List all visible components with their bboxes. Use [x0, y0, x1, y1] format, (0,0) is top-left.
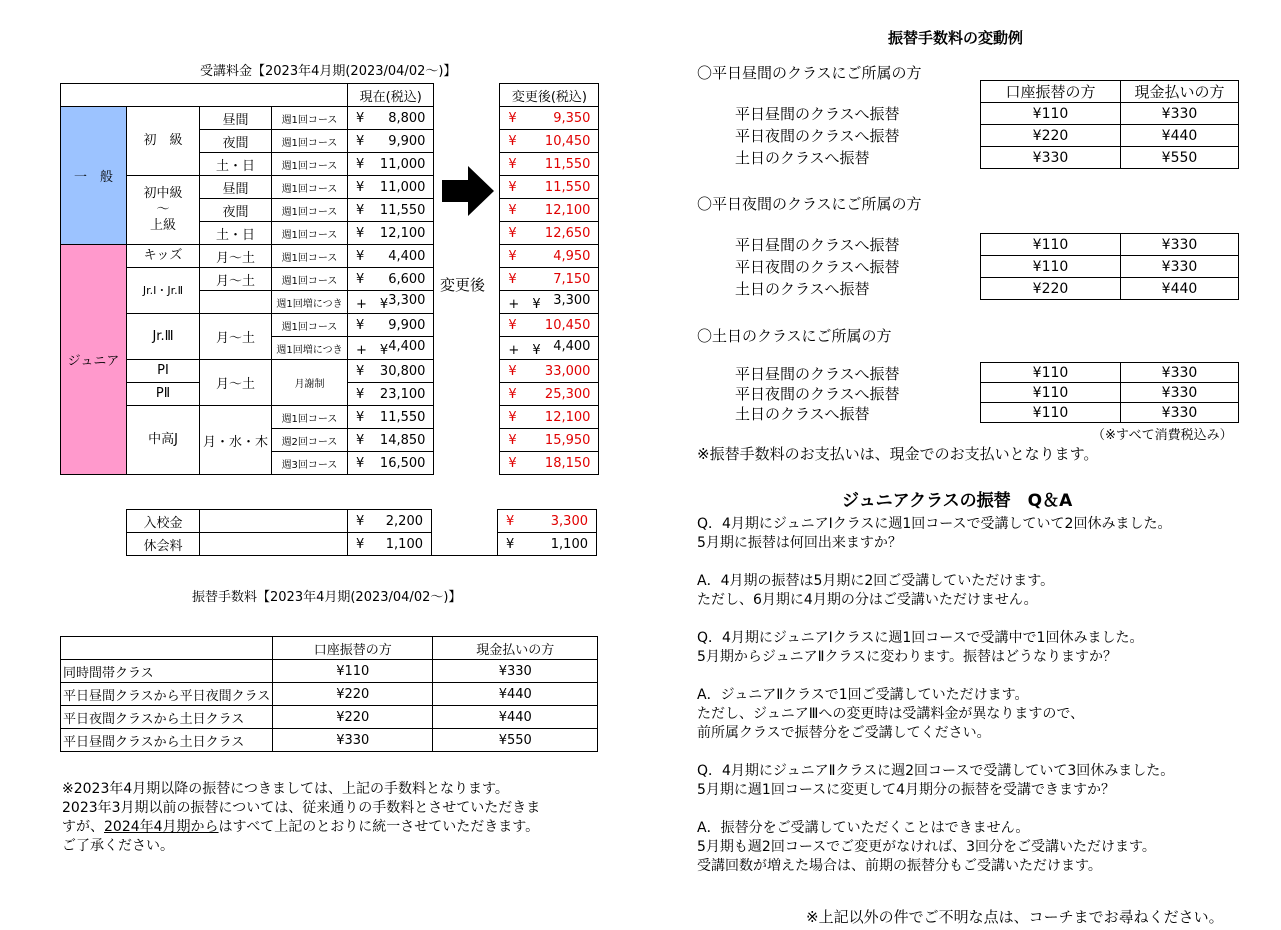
- qa-line: Q．4月期にジュニアⅠクラスに週1回コースで受講中で1回休みました。: [697, 630, 1144, 646]
- transfer-label: 平日昼間クラスから平日夜間クラス: [61, 683, 273, 706]
- qa-title: ジュニアクラスの振替 Q＆A: [842, 491, 1073, 511]
- right-header-bank: 口座振替の方: [981, 81, 1121, 103]
- fee-course: 週1回コース: [272, 268, 348, 291]
- fee-new: ¥ 18,150: [500, 452, 599, 475]
- fee-class-name: キッズ: [127, 245, 200, 268]
- qa-line: [697, 667, 1174, 686]
- qa-block: [697, 515, 1174, 876]
- section-cash: ¥330: [1121, 234, 1239, 256]
- fee-class-name: 初 級: [127, 107, 200, 176]
- fee-current: ¥ 11,550: [348, 199, 434, 222]
- qa-line: [697, 800, 1174, 819]
- fee-time: 月～土: [200, 360, 272, 406]
- section-bank: ¥110: [981, 103, 1121, 125]
- table-row: [61, 683, 598, 706]
- leave-fee-current: ¥ 1,100: [348, 533, 432, 556]
- left-note-line1: ※2023年4月期以降の振替につきましては、上記の手数料となります。: [62, 781, 509, 797]
- fee-course: 週1回コース: [272, 107, 348, 130]
- transfer-label: 同時間帯クラス: [61, 660, 273, 683]
- fee-current: ¥ 30,800: [348, 360, 434, 383]
- leave-fee-new: ¥ 1,100: [498, 533, 597, 556]
- section-cash: ¥330: [1121, 403, 1239, 423]
- qa-line: Q．4月期にジュニアⅡクラスに週2回コースで受講していて3回休みました。: [697, 763, 1175, 779]
- fee-course: 週1回コース: [272, 199, 348, 222]
- transfer-cash: ¥550: [433, 729, 598, 752]
- payment-note: ※振替手数料のお支払いは、現金でのお支払いとなります。: [697, 445, 1099, 463]
- fee-header-blank: [61, 84, 348, 107]
- left-note-line2: 2023年3月期以前の振替については、従来通りの手数料とさせていただきま: [62, 800, 541, 816]
- section-row-label: 平日昼間のクラスへ振替: [735, 236, 900, 254]
- fee-current: ¥ 23,100: [348, 383, 434, 406]
- fee-current: + ¥ 3,300: [348, 291, 434, 314]
- left-note-line4: ご了承ください。: [62, 838, 174, 854]
- fee-time: 月～土: [200, 245, 272, 268]
- left-note-line3: すが、2024年4月期からはすべて上記のとおりに統一させていただきます。: [62, 819, 540, 835]
- footer-note: ※上記以外の件でご不明な点は、コーチまでお尋ねください。: [806, 908, 1224, 926]
- section-cash: ¥330: [1121, 383, 1239, 403]
- qa-line: 5月期に振替は何回出来ますか？: [697, 535, 902, 551]
- table-row: [981, 147, 1239, 169]
- transfer-header-bank: 口座振替の方: [273, 637, 433, 660]
- qa-line: A．振替分をご受講していただくことはできません。: [697, 820, 1030, 836]
- transfer-table-title: 振替手数料【2023年4月期(2023/04/02～)】: [192, 590, 462, 605]
- fee-course: 週1回コース: [272, 314, 348, 337]
- section-cash: ¥330: [1121, 103, 1239, 125]
- fee-new: ¥ 33,000: [500, 360, 599, 383]
- right-header-cash: 現金払いの方: [1121, 81, 1239, 103]
- right-title: 振替手数料の変動例: [888, 29, 1024, 47]
- qa-line: Q．4月期にジュニアⅠクラスに週1回コースで受講していて2回休みました。: [697, 516, 1172, 532]
- tax-note: （※すべて消費税込み）: [1092, 428, 1233, 443]
- transfer-label: 平日昼間クラスから土日クラス: [61, 729, 273, 752]
- qa-line: [697, 743, 1174, 762]
- fee-time: 昼間: [200, 107, 272, 130]
- fee-current: ¥ 11,000: [348, 153, 434, 176]
- fee-time: 月～土: [200, 268, 272, 291]
- fee-course: 週1回コース: [272, 406, 348, 429]
- arrow-label: 変更後: [440, 276, 486, 294]
- table-row: [981, 363, 1239, 383]
- section-cash: ¥330: [1121, 256, 1239, 278]
- fee-course: 週1回コース: [272, 153, 348, 176]
- fee-current: ¥ 11,000: [348, 176, 434, 199]
- fee-new: ¥ 10,450: [500, 314, 599, 337]
- table-row: [981, 125, 1239, 147]
- fee-new: ¥ 15,950: [500, 429, 599, 452]
- section-cash: ¥440: [1121, 125, 1239, 147]
- table-row: [61, 729, 598, 752]
- fee-current: ¥ 8,800: [348, 107, 434, 130]
- section-fee-table: [980, 233, 1239, 300]
- fee-current: ¥ 6,600: [348, 268, 434, 291]
- table-row: [981, 383, 1239, 403]
- entry-fee-current: ¥ 2,200: [348, 510, 432, 533]
- fee-class-name: PⅠ: [127, 360, 200, 383]
- fee-new: ¥ 4,950: [500, 245, 599, 268]
- fee-table: [60, 83, 599, 475]
- left-note: [62, 780, 540, 856]
- fee-course: 週1回コース: [272, 222, 348, 245]
- section-row-label: 土日のクラスへ振替: [735, 280, 870, 298]
- fee-class-name: Jr.Ⅲ: [127, 314, 200, 360]
- fee-current: ¥ 16,500: [348, 452, 434, 475]
- transfer-cash: ¥440: [433, 706, 598, 729]
- section-cash: ¥440: [1121, 278, 1239, 300]
- entry-fee-gap: [432, 510, 498, 533]
- qa-line: [697, 553, 1174, 572]
- group-junior: ジュニア: [61, 245, 127, 475]
- qa-line: 前所属クラスで振替分をご受講してください。: [697, 725, 991, 741]
- section-row-label: 平日夜間のクラスへ振替: [735, 258, 900, 276]
- fee-new: ¥ 12,650: [500, 222, 599, 245]
- qa-line: 受講回数が増えた場合は、前期の振替分もご受講いただけます。: [697, 858, 1102, 874]
- transfer-cash: ¥440: [433, 683, 598, 706]
- fee-new: ¥ 25,300: [500, 383, 599, 406]
- section-row-label: 平日夜間のクラスへ振替: [735, 385, 900, 403]
- fee-course: 週1回増につき: [272, 337, 348, 360]
- qa-line: [697, 610, 1174, 629]
- fee-new: ¥ 12,100: [500, 406, 599, 429]
- section-fee-table: [980, 362, 1239, 423]
- fee-course: 週3回コース: [272, 452, 348, 475]
- fee-time: 月・水・木: [200, 406, 272, 475]
- qa-line: 5月期からジュニアⅡクラスに変わります。振替はどうなりますか？: [697, 649, 1117, 665]
- fee-course: 週1回コース: [272, 130, 348, 153]
- fee-class-name: PⅡ: [127, 383, 200, 406]
- transfer-header-blank: [61, 637, 273, 660]
- fee-time: 夜間: [200, 130, 272, 153]
- group-general: 一 般: [61, 107, 127, 245]
- fee-header-new: 変更後(税込): [500, 84, 599, 107]
- leave-fee-blank: [200, 533, 348, 556]
- section-bank: ¥110: [981, 363, 1121, 383]
- entry-fee-label: 入校金: [127, 510, 200, 533]
- section-bank: ¥220: [981, 278, 1121, 300]
- fee-class-name: Jr.Ⅰ・Jr.Ⅱ: [127, 268, 200, 314]
- fee-current: ¥ 4,400: [348, 245, 434, 268]
- fee-header-current: 現在(税込): [348, 84, 434, 107]
- fee-time: 昼間: [200, 176, 272, 199]
- leave-fee-gap: [432, 533, 498, 556]
- entry-fee-new: ¥ 3,300: [498, 510, 597, 533]
- qa-line: A．ジュニアⅡクラスで1回ご受講していただけます。: [697, 687, 1029, 703]
- section-heading: 〇土日のクラスにご所属の方: [697, 327, 892, 345]
- right-header-table: [980, 80, 1239, 103]
- transfer-bank: ¥220: [273, 683, 433, 706]
- fee-current: ¥ 12,100: [348, 222, 434, 245]
- section-heading: 〇平日昼間のクラスにご所属の方: [697, 64, 922, 82]
- entry-fee-blank: [200, 510, 348, 533]
- fee-class-name: 中高J: [127, 406, 200, 475]
- transfer-label: 平日夜間クラスから土日クラス: [61, 706, 273, 729]
- section-row-label: 土日のクラスへ振替: [735, 405, 870, 423]
- leave-fee-label: 休会料: [127, 533, 200, 556]
- qa-line: 5月期も週2回コースでご変更がなければ、3回分をご受講いただけます。: [697, 839, 1156, 855]
- qa-line: ただし、6月期に4月期の分はご受講いただけません。: [697, 592, 1038, 608]
- fee-current: ¥ 9,900: [348, 130, 434, 153]
- fee-course: 月謝制: [272, 360, 348, 406]
- table-row: [61, 660, 598, 683]
- transfer-table: [60, 636, 598, 752]
- table-row: [981, 256, 1239, 278]
- section-bank: ¥110: [981, 256, 1121, 278]
- table-row: [61, 706, 598, 729]
- section-row-label: 平日夜間のクラスへ振替: [735, 127, 900, 145]
- qa-line: ただし、ジュニアⅢへの変更時は受講料金が異なりますので、: [697, 706, 1085, 722]
- section-row-label: 平日昼間のクラスへ振替: [735, 105, 900, 123]
- section-cash: ¥330: [1121, 363, 1239, 383]
- section-bank: ¥110: [981, 403, 1121, 423]
- fee-course: 週1回コース: [272, 245, 348, 268]
- fee-time: [200, 291, 272, 314]
- fee-course: 週1回コース: [272, 176, 348, 199]
- qa-line: 5月期に週1回コースに変更して4月期分の振替を受講できますか？: [697, 782, 1116, 798]
- transfer-header-cash: 現金払いの方: [433, 637, 598, 660]
- fee-new: ¥ 11,550: [500, 176, 599, 199]
- section-row-label: 土日のクラスへ振替: [735, 149, 870, 167]
- section-bank: ¥220: [981, 125, 1121, 147]
- transfer-bank: ¥330: [273, 729, 433, 752]
- section-bank: ¥110: [981, 234, 1121, 256]
- fee-time: 土・日: [200, 222, 272, 245]
- transfer-bank: ¥220: [273, 706, 433, 729]
- section-bank: ¥330: [981, 147, 1121, 169]
- qa-line: A．4月期の振替は5月期に2回ご受講していただけます。: [697, 573, 1055, 589]
- fee-table-title: 受講料金【2023年4月期(2023/04/02～)】: [200, 64, 457, 79]
- fee-current: ¥ 9,900: [348, 314, 434, 337]
- transfer-bank: ¥110: [273, 660, 433, 683]
- table-row: [981, 103, 1239, 125]
- fee-course: 週2回コース: [272, 429, 348, 452]
- arrow-right-icon: [442, 166, 494, 216]
- fee-arrow-top: [434, 84, 500, 107]
- fee-new: ¥ 7,150: [500, 268, 599, 291]
- fee-new: ¥ 9,350: [500, 107, 599, 130]
- fee-new: ¥ 10,450: [500, 130, 599, 153]
- section-cash: ¥550: [1121, 147, 1239, 169]
- table-row: [981, 234, 1239, 256]
- table-row: [981, 278, 1239, 300]
- fee-course: 週1回増につき: [272, 291, 348, 314]
- section-heading: 〇平日夜間のクラスにご所属の方: [697, 195, 922, 213]
- section-row-label: 平日昼間のクラスへ振替: [735, 365, 900, 383]
- fee-current: + ¥ 4,400: [348, 337, 434, 360]
- fee-new: ¥ 11,550: [500, 153, 599, 176]
- fee-class-name: 初中級 ～ 上級: [127, 176, 200, 245]
- fee-time: 土・日: [200, 153, 272, 176]
- section-fee-table: [980, 102, 1239, 169]
- fee-time: 夜間: [200, 199, 272, 222]
- fee-new: + ¥ 4,400: [500, 337, 599, 360]
- fee-current: ¥ 14,850: [348, 429, 434, 452]
- fee-new: ¥ 12,100: [500, 199, 599, 222]
- transfer-cash: ¥330: [433, 660, 598, 683]
- fee-new: + ¥ 3,300: [500, 291, 599, 314]
- table-row: [981, 403, 1239, 423]
- fee-current: ¥ 11,550: [348, 406, 434, 429]
- extra-fee-table: [126, 509, 597, 556]
- section-bank: ¥110: [981, 383, 1121, 403]
- fee-time: 月～土: [200, 314, 272, 360]
